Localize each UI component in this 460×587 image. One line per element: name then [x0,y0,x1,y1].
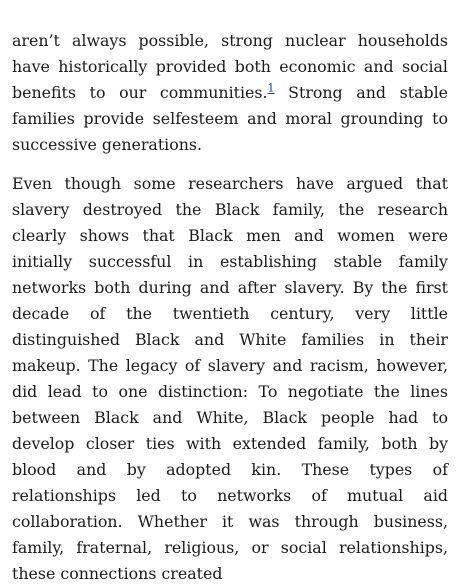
paragraph-text-before-footnote: aren’t always possible, strong nuclear households have historically provided both economic and social benefits to our communities. [12,31,448,102]
paragraph-nuclear-households [12,28,448,158]
paragraph-text-after-footnote: Strong and stable families provide selfesteem and moral grounding to successive generations. [12,83,448,154]
paragraph-black-family-history: Even though some researchers have argued that slavery destroyed the Black family, the research clearly shows that Black men and women were initially successful in establishing stable family networks both during and after slavery. By the first decade of the twentieth century, very little distinguished Black and White families in their makeup. The legacy of slavery and racism, however, did lead to one distinction: To negotiate the lines between Black and White, Black people had to develop closer ties with extended family, both by blood and by adopted kin. These types of relationships led to networks of mutual aid collaboration. Whether it was through business, family, fraternal, religious, or social relationships, these connections created [12,174,448,583]
footnote-reference-link[interactable]: 1 [267,81,275,95]
